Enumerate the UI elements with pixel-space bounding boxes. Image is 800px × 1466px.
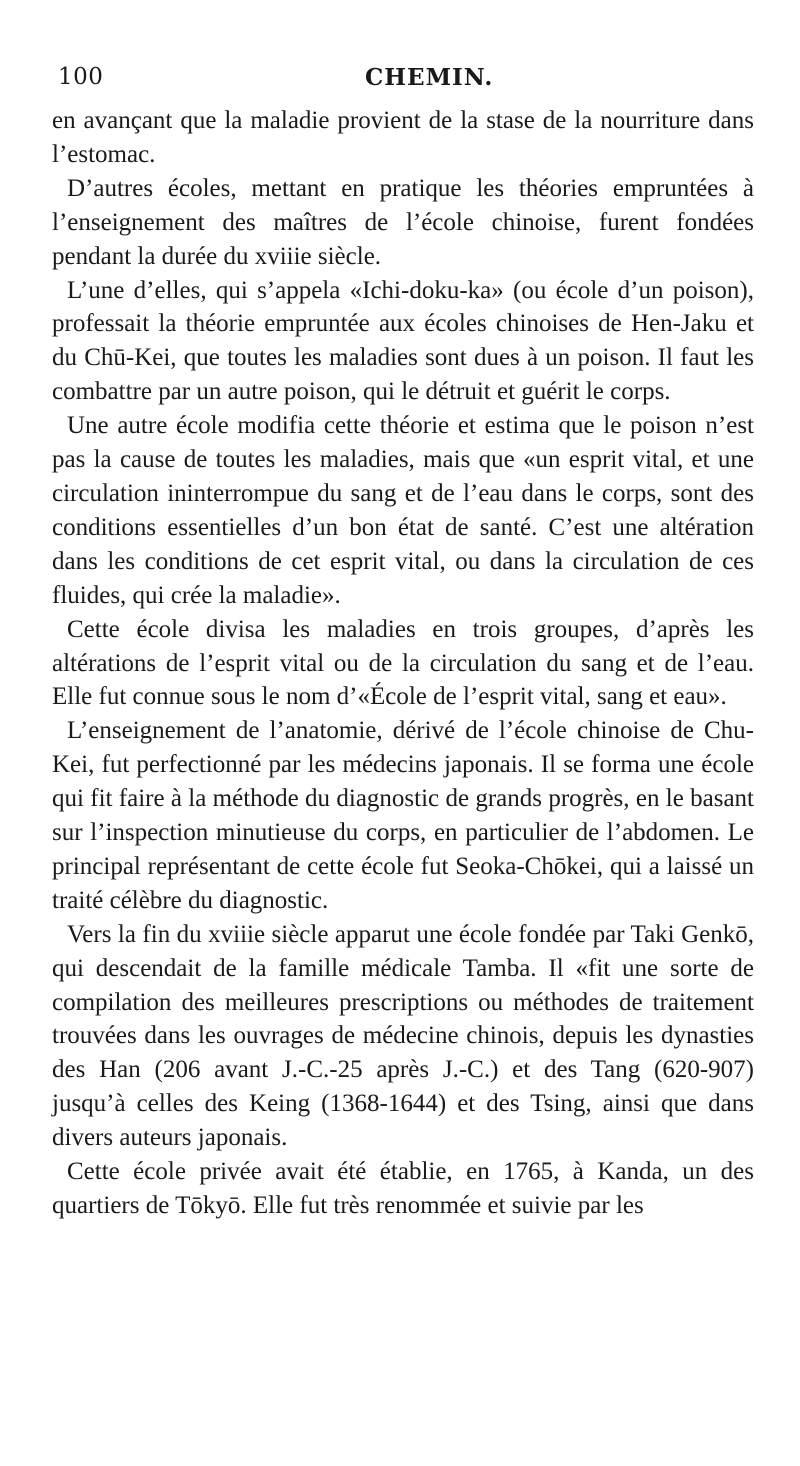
paragraph-6: L’enseignement de l’anatomie, dérivé de l’école chinoise de Chu-Kei, fut perfectionné par les médecins japonais. Il se forma une école qui fit faire à la méthode du diagnostic de grands progrès, en le basant sur l’inspection minutieuse du corps, en particulier de l’abdomen. Le principal représentant de cette école fut Seoka-Chōkei, qui a laissé un traité célèbre du diagnostic. xyxy=(52,717,754,914)
body-text xyxy=(52,104,754,1223)
running-head xyxy=(58,64,750,94)
paragraph-3: L’une d’elles, qui s’appela «Ichi-doku-ka» (ou école d’un poison), professait la théorie empruntée aux écoles chinoises de Hen-Jaku et du Chū-Kei, que toutes les maladies sont dues à un poison. Il faut les combattre par un autre poison, qui le détruit et guérit le corps. xyxy=(52,276,754,406)
paragraph-1: en avançant que la maladie provient de la stase de la nourriture dans l’estomac. xyxy=(52,107,754,168)
paragraph-7: Vers la fin du xviiie siècle apparut une école fondée par Taki Genkō, qui descendait de la famille médicale Tamba. Il «fit une sorte de compilation des meilleures prescriptions ou méthodes de traitement trouvées dans les ouvrages de médecine chinois, depuis les dynasties des Han (206 avant J.-C.-25 après J.-C.) et des Tang (620-907) jusqu’à celles des Keing (1368-1644) et des Tsing, ainsi que dans divers auteurs japonais. xyxy=(52,920,754,1152)
paragraph-4: Une autre école modifia cette théorie et estima que le poison n’est pas la cause de toutes les maladies, mais que «un esprit vital, et une circulation ininterrompue du sang et de l’eau dans le corps, sont des conditions essentielles d’un bon état de santé. C’est une altération dans les conditions de cet esprit vital, ou dans la circulation de ces fluides, qui crée la maladie». xyxy=(52,412,754,609)
paragraph-5: Cette école divisa les maladies en trois groupes, d’après les altérations de l’esprit vital ou de la circulation du sang et de l’eau. Elle fut connue sous le nom d’«École de l’esprit vital, sang et eau». xyxy=(52,615,754,711)
running-title: CHEMIN. xyxy=(365,64,494,91)
paragraph-2: D’autres écoles, mettant en pratique les théories empruntées à l’enseignement des maîtres de l’école chinoise, furent fondées pendant la durée du xviiie siècle. xyxy=(52,174,754,270)
page-number: 100 xyxy=(58,64,104,90)
paragraph-8: Cette école privée avait été établie, en 1765, à Kanda, un des quartiers de Tōkyō. Elle fut très renommée et suivie par les xyxy=(52,1158,754,1219)
